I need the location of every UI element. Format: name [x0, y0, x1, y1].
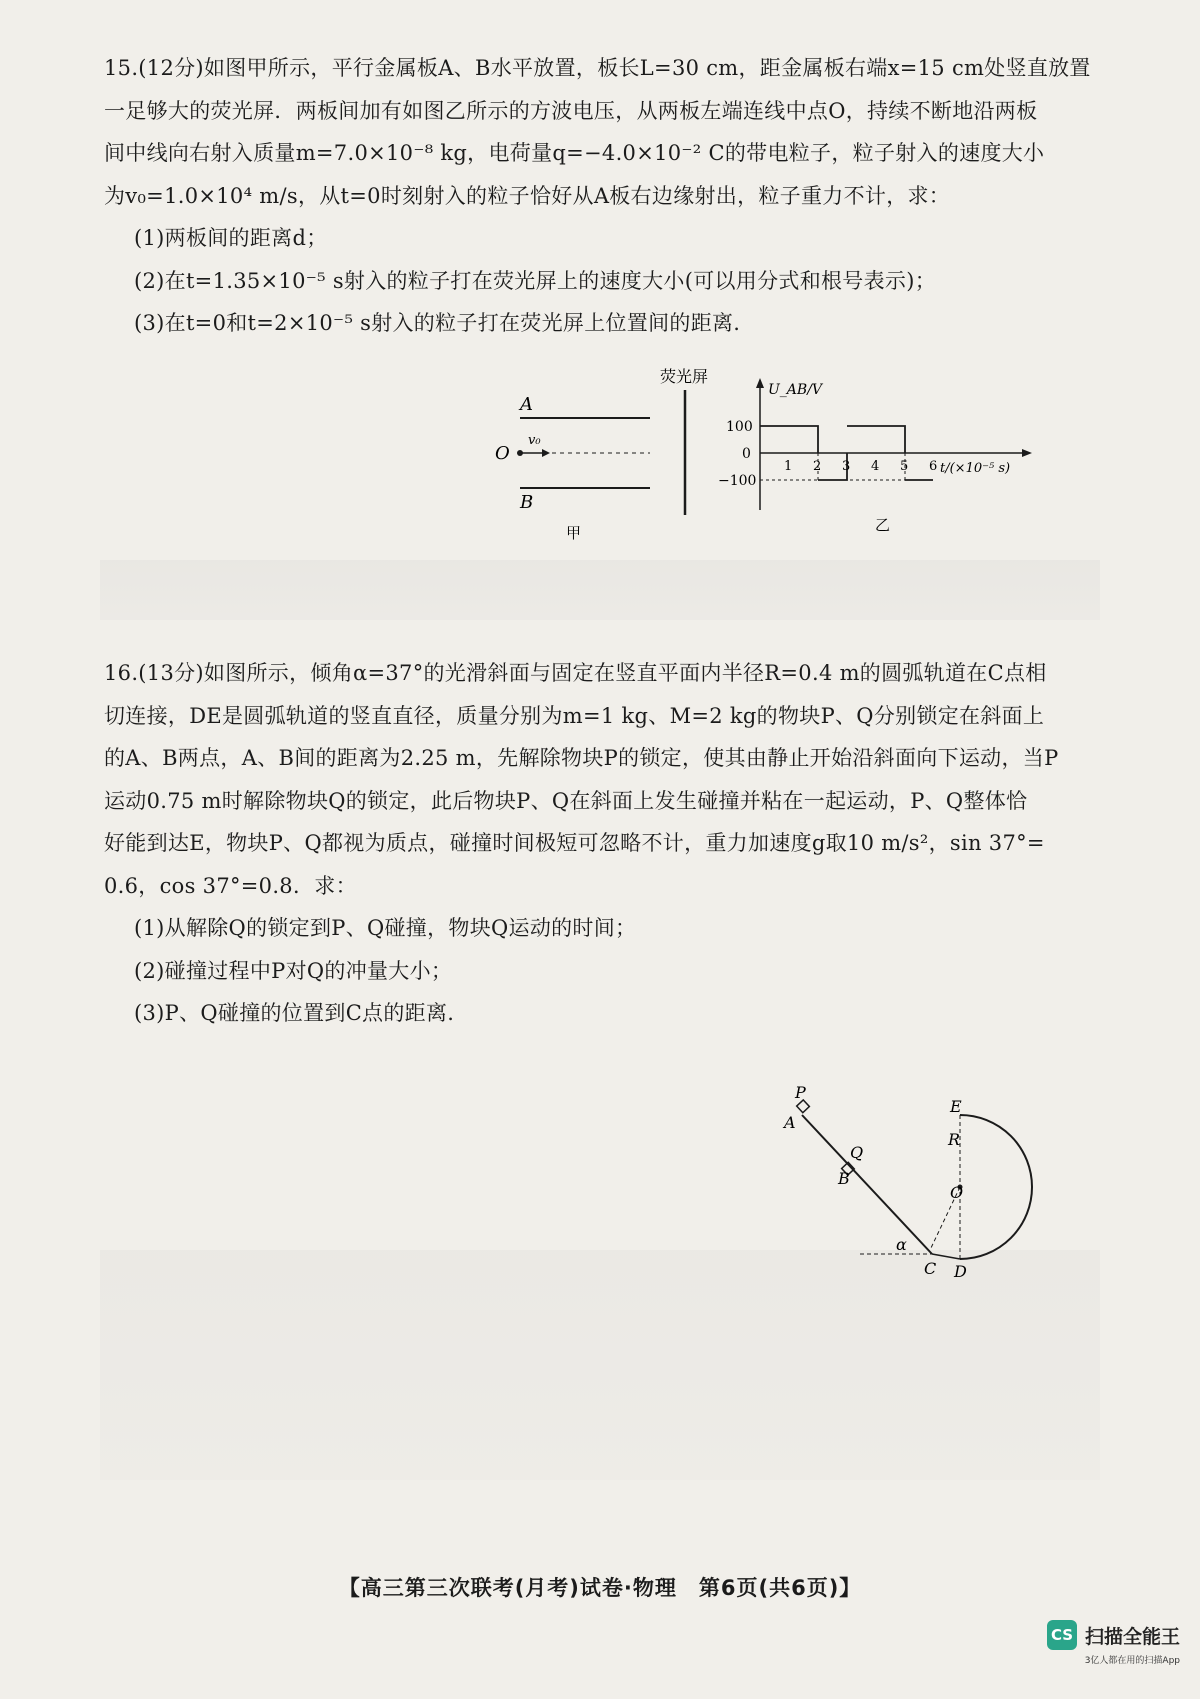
x-tick: 4 [871, 459, 880, 474]
y-axis-label: U_AB/V [768, 382, 823, 398]
watermark-subtitle: 3亿人都在用的扫描App [1084, 1656, 1180, 1666]
label-q: Q [850, 1143, 864, 1162]
question-15-stem-line: 间中线向右射入质量m=7.0×10⁻⁸ kg，电荷量q=−4.0×10⁻² C的带电粒子，粒子射入的速度大小 [104, 141, 1045, 165]
question-16-stem-line: 16.(13分)如图所示，倾角α=37°的光滑斜面与固定在竖直平面内半径R=0.4 m的圆弧轨道在C点相 [104, 661, 1047, 685]
bleed-through-band [100, 560, 1100, 620]
question-16-stem-line: 0.6，cos 37°=0.8．求： [104, 873, 357, 898]
plate-a-label: A [520, 394, 533, 415]
watermark-title: 扫描全能王 [1084, 1625, 1180, 1648]
label-p: P [795, 1083, 806, 1102]
x-arrow-icon [1022, 449, 1032, 457]
velocity-label: v₀ [528, 433, 541, 448]
y-tick-0: 0 [742, 446, 751, 462]
label-e: E [950, 1097, 962, 1116]
x-tick: 5 [900, 459, 909, 474]
scanner-watermark [1030, 1620, 1180, 1666]
question-15-stem-line: 一足够大的荧光屏．两板间加有如图乙所示的方波电压，从两板左端连线中点O，持续不断地沿两板 [104, 98, 1038, 123]
camscanner-logo-icon: CS [1047, 1620, 1077, 1650]
y-tick-minus-100: −100 [718, 473, 757, 489]
watermark-row [1030, 1620, 1180, 1650]
question-15-part-3: (3)在t=0和t=2×10⁻⁵ s射入的粒子打在荧光屏上位置间的距离. [134, 311, 741, 335]
x-tick: 3 [842, 459, 851, 474]
question-15-stem-line: 15.(12分)如图甲所示，平行金属板A、B水平放置，板长L=30 cm，距金属板右端x=15 cm处竖直放置 [104, 56, 1091, 80]
plate-b-label: B [520, 492, 534, 513]
label-o: O [950, 1183, 964, 1202]
bleed-through-band [100, 1250, 1100, 1480]
y-arrow-icon [756, 378, 764, 388]
y-tick-100: 100 [726, 419, 753, 435]
label-r: R [948, 1130, 961, 1149]
arc-track [960, 1115, 1032, 1259]
arrowhead-icon [542, 449, 550, 457]
question-16-part-2: (2)碰撞过程中P对Q的冲量大小； [134, 958, 453, 983]
question-15-part-1: (1)两板间的距离d； [134, 226, 328, 250]
x-axis-label: t/(×10⁻⁵ s) [940, 461, 1011, 476]
caption-yi: 乙 [875, 516, 891, 534]
question-15 [104, 47, 1104, 345]
question-15-stem-line: 为v₀=1.0×10⁴ m/s，从t=0时刻射入的粒子恰好从A板右边缘射出，粒子重力不计，求： [104, 183, 951, 208]
question-16-stem-line: 切连接，DE是圆弧轨道的竖直直径，质量分别为m=1 kg、M=2 kg的物块P、Q分别锁定在斜面上 [104, 703, 1045, 728]
question-16-stem-line: 运动0.75 m时解除物块Q的锁定，此后物块P、Q在斜面上发生碰撞并粘在一起运动，P、Q整体恰 [104, 788, 1028, 813]
question-16-part-3: (3)P、Q碰撞的位置到C点的距离. [134, 1001, 455, 1025]
label-a: A [784, 1113, 796, 1132]
caption-jia: 甲 [566, 524, 582, 542]
question-16-figure [784, 1083, 1080, 1281]
label-alpha: α [896, 1235, 907, 1254]
x-tick: 1 [784, 459, 793, 474]
label-d: D [954, 1262, 967, 1281]
incline [802, 1115, 932, 1254]
question-16 [104, 652, 1104, 1035]
x-tick: 6 [929, 459, 938, 474]
label-b: B [838, 1169, 850, 1188]
screen-label: 荧光屏 [660, 367, 709, 386]
origin-label: O [495, 443, 510, 464]
page-footer: 【高三第三次联考(月考)试卷·物理 第6页(共6页)】 [338, 1576, 862, 1600]
question-16-stem-line: 好能到达E，物块P、Q都视为质点，碰撞时间极短可忽略不计，重力加速度g取10 m/s²，sin 37°= [104, 831, 1045, 855]
question-15-part-2: (2)在t=1.35×10⁻⁵ s射入的粒子打在荧光屏上的速度大小(可以用分式和根号表示)； [134, 268, 936, 293]
label-c: C [924, 1259, 937, 1278]
x-tick: 2 [813, 459, 822, 474]
question-16-part-1: (1)从解除Q的锁定到P、Q碰撞，物块Q运动的时间； [134, 916, 637, 940]
square-wave-chart [718, 378, 1032, 534]
question-15-figure [495, 367, 1080, 560]
question-16-stem-line: 的A、B两点，A、B间的距离为2.25 m，先解除物块P的锁定，使其由静止开始沿斜面向下运动，当P [104, 746, 1059, 770]
